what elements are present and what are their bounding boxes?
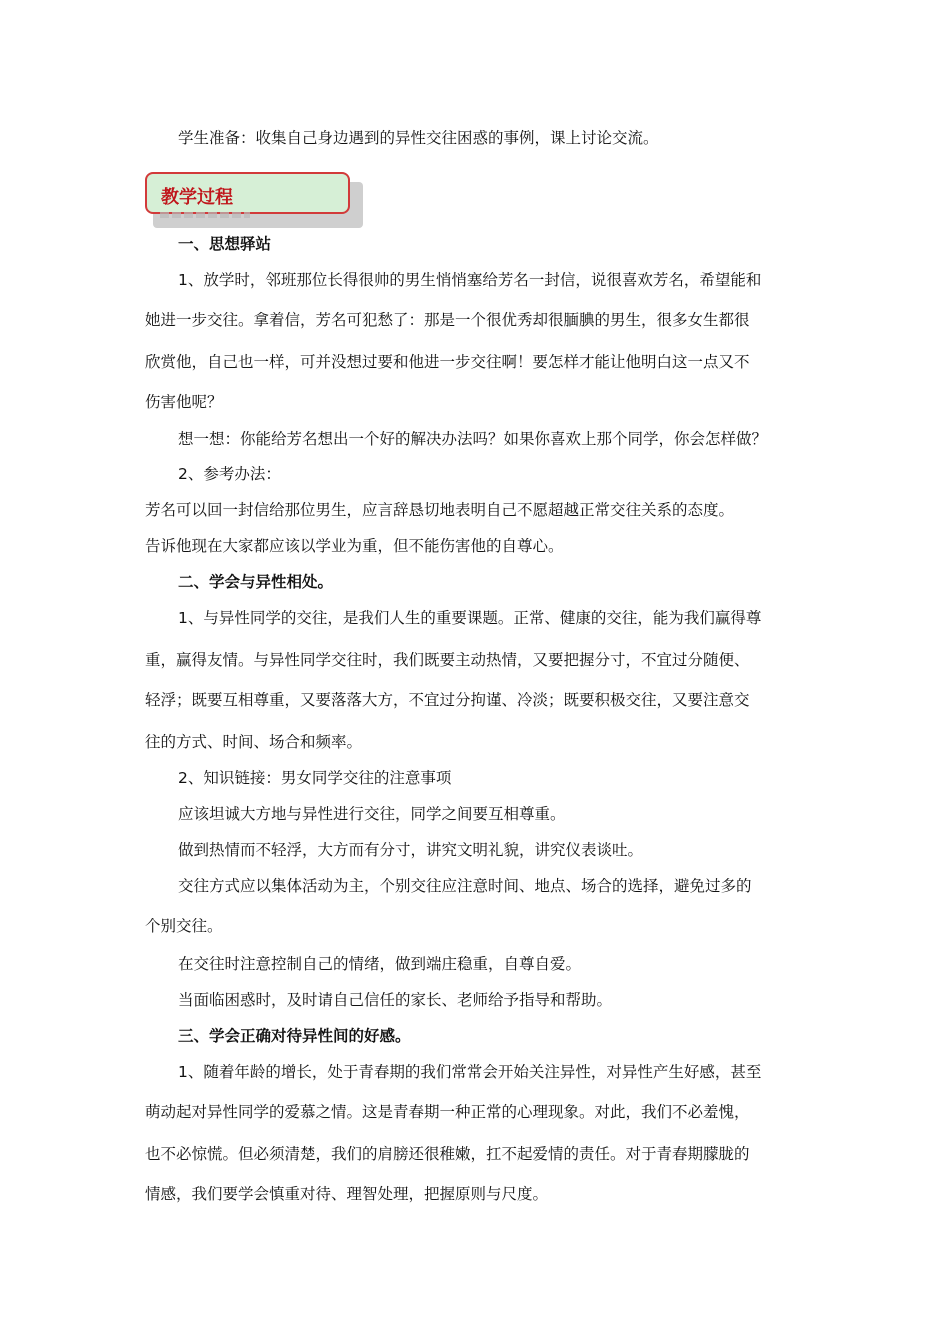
paragraph-3-line-2: 萌动起对异性同学的爱慕之情。这是青春期一种正常的心理现象。对此，我们不必羞愧， <box>145 1103 750 1121</box>
section-header-title: 教学过程 <box>161 187 233 208</box>
knowledge-link-4: 在交往时注意控制自己的情绪，做到端庄稳重，自尊自爱。 <box>178 955 582 973</box>
paragraph-2-line-1: 1、与异性同学的交往，是我们人生的重要课题。正常、健康的交往，能为我们赢得尊 <box>178 609 762 627</box>
paragraph-2-line-4: 往的方式、时间、场合和频率。 <box>145 733 363 751</box>
paragraph-1-line-4: 伤害他呢？ <box>145 393 223 411</box>
paragraph-1-line-1: 1、放学时，邻班那位长得很帅的男生悄悄塞给芳名一封信，说很喜欢芳名，希望能和 <box>178 271 762 289</box>
paragraph-2-line-3: 轻浮；既要互相尊重，又要落落大方，不宜过分拘谨、冷淡；既要积极交往，又要注意交 <box>145 691 750 709</box>
knowledge-link-3-line-2: 个别交往。 <box>145 917 223 935</box>
knowledge-link-1: 应该坦诚大方地与异性进行交往，同学之间要互相尊重。 <box>178 805 566 823</box>
paragraph-3-line-1: 1、随着年龄的增长，处于青春期的我们常常会开始关注异性，对异性产生好感，甚至 <box>178 1063 762 1081</box>
think-question: 想一想：你能给芳名想出一个好的解决办法吗？如果你喜欢上那个同学，你会怎样做？ <box>178 430 768 448</box>
heading-1: 一、思想驿站 <box>178 235 272 253</box>
reference-line-2: 告诉他现在大家都应该以学业为重，但不能伤害他的自尊心。 <box>145 537 564 555</box>
knowledge-link-5: 当面临困惑时，及时请自己信任的家长、老师给予指导和帮助。 <box>178 991 613 1009</box>
knowledge-link-2: 做到热情而不轻浮，大方而有分寸，讲究文明礼貌，讲究仪表谈吐。 <box>178 841 644 859</box>
section-header-box <box>145 172 350 214</box>
knowledge-link-title: 2、知识链接：男女同学交往的注意事项 <box>178 769 452 787</box>
paragraph-2-line-2: 重，赢得友情。与异性同学交往时，我们既要主动热情，又要把握分寸，不宜过分随便、 <box>145 651 750 669</box>
heading-3: 三、学会正确对待异性间的好感。 <box>178 1027 411 1045</box>
paragraph-1-line-3: 欣赏他，自己也一样，可并没想过要和他进一步交往啊！要怎样才能让他明白这一点又不 <box>145 353 750 371</box>
reference-line-1: 芳名可以回一封信给那位男生，应言辞恳切地表明自己不愿超越正常交往关系的态度。 <box>145 501 735 519</box>
section-header-reflection <box>160 212 250 218</box>
knowledge-link-3-line-1: 交往方式应以集体活动为主，个别交往应注意时间、地点、场合的选择，避免过多的 <box>178 877 752 895</box>
reference-title: 2、参考办法： <box>178 465 281 483</box>
paragraph-3-line-3: 也不必惊慌。但必须清楚，我们的肩膀还很稚嫩，扛不起爱情的责任。对于青春期朦胧的 <box>145 1145 750 1163</box>
paragraph-3-line-4: 情感，我们要学会慎重对待、理智处理，把握原则与尺度。 <box>145 1185 549 1203</box>
student-preparation: 学生准备：收集自己身边遇到的异性交往困惑的事例，课上讨论交流。 <box>178 129 659 147</box>
heading-2: 二、学会与异性相处。 <box>178 573 334 591</box>
paragraph-1-line-2: 她进一步交往。拿着信，芳名可犯愁了：那是一个很优秀却很腼腆的男生，很多女生都很 <box>145 311 750 329</box>
